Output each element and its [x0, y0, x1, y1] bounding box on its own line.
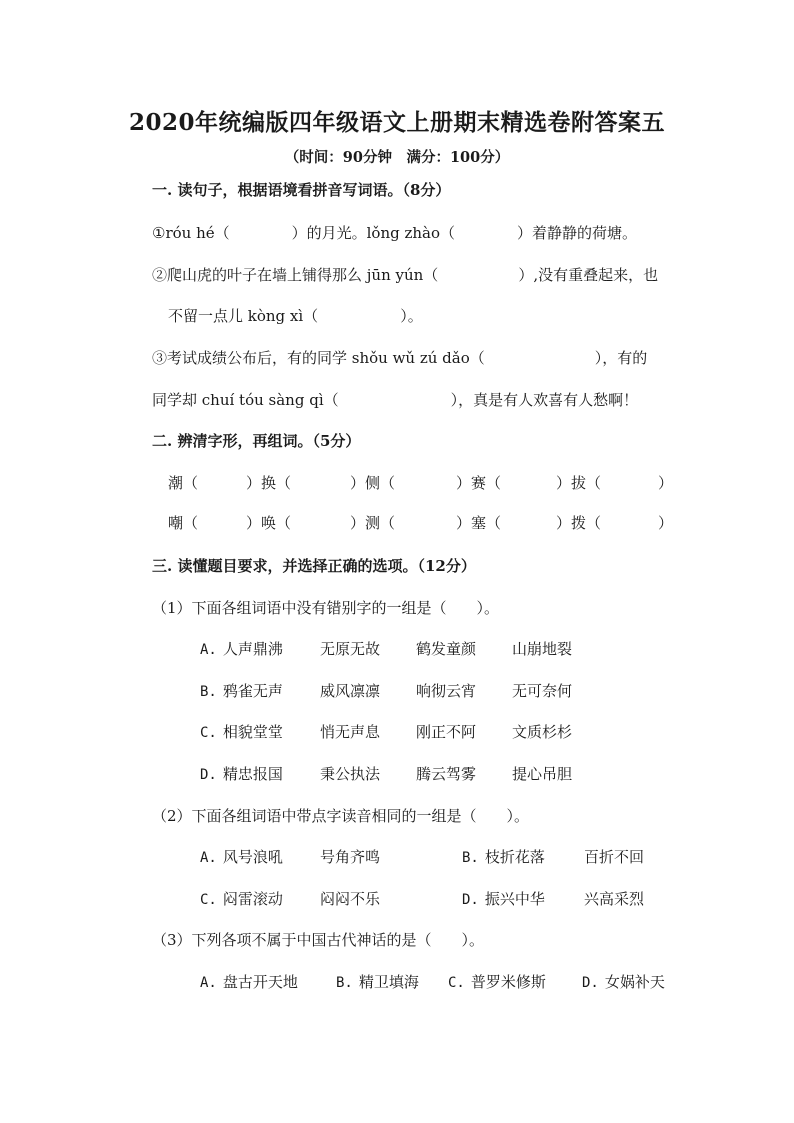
- s1-question-3: [152, 347, 647, 368]
- s3-q2-option-b[interactable]: [462, 846, 545, 867]
- option-word: 人声鼎沸: [222, 640, 283, 658]
- s1-q3-text-d: ），真是有人欢喜有人愁啊！: [450, 391, 639, 409]
- option-word: 鹤发童颜: [416, 640, 477, 658]
- option-letter: D.: [462, 892, 479, 908]
- option-letter: A.: [200, 850, 217, 866]
- option-word: 腾云驾雾: [416, 765, 477, 783]
- option-word: 百折不回: [584, 848, 645, 866]
- s3-q1-option-c[interactable]: [200, 721, 283, 742]
- option-word: 振兴中华: [484, 890, 545, 908]
- s3-q3-stem: （3）下列各项不属于中国古代神话的是（ ）。: [152, 931, 485, 949]
- option-text: 普罗米修斯: [470, 973, 546, 991]
- option-letter: B.: [200, 684, 217, 700]
- option-letter: A.: [200, 642, 217, 658]
- option-word: 提心吊胆: [512, 765, 573, 783]
- s3-q3-option-d[interactable]: [582, 971, 665, 992]
- section-1-heading: 一. 读句子，根据语境看拼音写词语。（8分）: [152, 181, 451, 199]
- s2-char-cell: ）: [658, 514, 674, 532]
- s1-question-2-cont: [168, 305, 423, 326]
- option-text: 精卫填海: [358, 973, 419, 991]
- s3-q3-option-b[interactable]: [336, 971, 419, 992]
- s2-char-cell: ）侧（: [350, 474, 396, 492]
- option-word: 响彻云宵: [416, 682, 477, 700]
- section-3-heading: 三. 读懂题目要求，并选择正确的选项。（12分）: [152, 557, 476, 575]
- s3-q2-stem: （2）下面各组词语中带点字读音相同的一组是（ ）。: [152, 807, 530, 825]
- section-2-heading: 二. 辨清字形，再组词。（5分）: [152, 432, 361, 450]
- option-letter: C.: [448, 975, 465, 991]
- s2-char-cell: ）塞（: [456, 514, 502, 532]
- option-letter: B.: [462, 850, 479, 866]
- option-word: 秉公执法: [320, 765, 381, 783]
- s1-q1-text-c: ）着静静的荷塘。: [517, 224, 638, 242]
- option-word: 号角齐鸣: [320, 848, 381, 866]
- s2-char-cell: ）唤（: [246, 514, 292, 532]
- s2-char-cell: ）赛（: [456, 474, 502, 492]
- s2-char-cell: 潮（: [168, 474, 199, 492]
- option-word: 兴高采烈: [584, 890, 645, 908]
- option-word: 悄无声息: [320, 723, 381, 741]
- option-word: 枝折花落: [484, 848, 545, 866]
- s1-question-2: [152, 264, 658, 285]
- option-word: 无原无故: [320, 640, 381, 658]
- option-letter: D.: [582, 975, 599, 991]
- s2-char-cell: 嘲（: [168, 514, 199, 532]
- option-letter: C.: [200, 892, 217, 908]
- option-word: 相貌堂堂: [222, 723, 283, 741]
- s1-q2-text-b: ）,没有重叠起来，也: [518, 266, 659, 284]
- s1-q1-text-b: ）的月光。lǒng zhào（: [291, 224, 456, 242]
- option-letter: C.: [200, 725, 217, 741]
- s1-q2-text-d: ）。: [400, 307, 423, 325]
- s1-q1-text-a: ①róu hé（: [152, 224, 230, 242]
- s1-q3-text-a: ③考试成绩公布后，有的同学 shǒu wǔ zú dǎo（: [152, 349, 485, 367]
- s3-q2-option-c[interactable]: [200, 888, 283, 909]
- option-word: 风号浪吼: [222, 848, 283, 866]
- s3-q3-option-a[interactable]: [200, 971, 298, 992]
- option-word: 文质杉杉: [512, 723, 573, 741]
- s1-q3-text-b: ），有的: [594, 349, 648, 367]
- s1-q3-text-c: 同学却 chuí tóu sàng qì（: [152, 391, 339, 409]
- option-word: 鸦雀无声: [222, 682, 283, 700]
- s1-q2-text-c: 不留一点儿 kòng xì（: [168, 307, 319, 325]
- option-word: 精忠报国: [222, 765, 283, 783]
- s3-q1-option-d[interactable]: [200, 763, 283, 784]
- option-word: 山崩地裂: [512, 640, 573, 658]
- s2-char-cell: ）换（: [246, 474, 292, 492]
- option-text: 女娲补天: [604, 973, 665, 991]
- s2-char-cell: ）测（: [350, 514, 396, 532]
- option-word: 闷闷不乐: [320, 890, 381, 908]
- s2-char-cell: ）: [658, 474, 674, 492]
- s3-q1-stem: （1）下面各组词语中没有错别字的一组是（ ）。: [152, 599, 500, 617]
- option-letter: D.: [200, 767, 217, 783]
- option-word: 刚正不阿: [416, 723, 477, 741]
- s3-q1-option-a[interactable]: [200, 638, 283, 659]
- s3-q3-option-c[interactable]: [448, 971, 546, 992]
- exam-info: （时间：90分钟 满分：100分）: [284, 149, 510, 166]
- option-letter: A.: [200, 975, 217, 991]
- s3-q2-option-a[interactable]: [200, 846, 283, 867]
- page-title: 2020年统编版四年级语文上册期末精选卷附答案五: [128, 109, 665, 136]
- s2-char-cell: ）拔（: [556, 474, 602, 492]
- s3-q1-option-b[interactable]: [200, 680, 283, 701]
- s1-q2-text-a: ②爬山虎的叶子在墙上铺得那么 jūn yún（: [152, 266, 439, 284]
- s3-q2-option-d[interactable]: [462, 888, 545, 909]
- s1-question-1: [152, 222, 637, 243]
- option-text: 盘古开天地: [222, 973, 298, 991]
- option-word: 威风凛凛: [320, 682, 381, 700]
- s1-question-3-cont: [152, 389, 638, 410]
- option-word: 无可奈何: [512, 682, 573, 700]
- option-word: 闷雷滚动: [222, 890, 283, 908]
- option-letter: B.: [336, 975, 353, 991]
- s2-char-cell: ）拨（: [556, 514, 602, 532]
